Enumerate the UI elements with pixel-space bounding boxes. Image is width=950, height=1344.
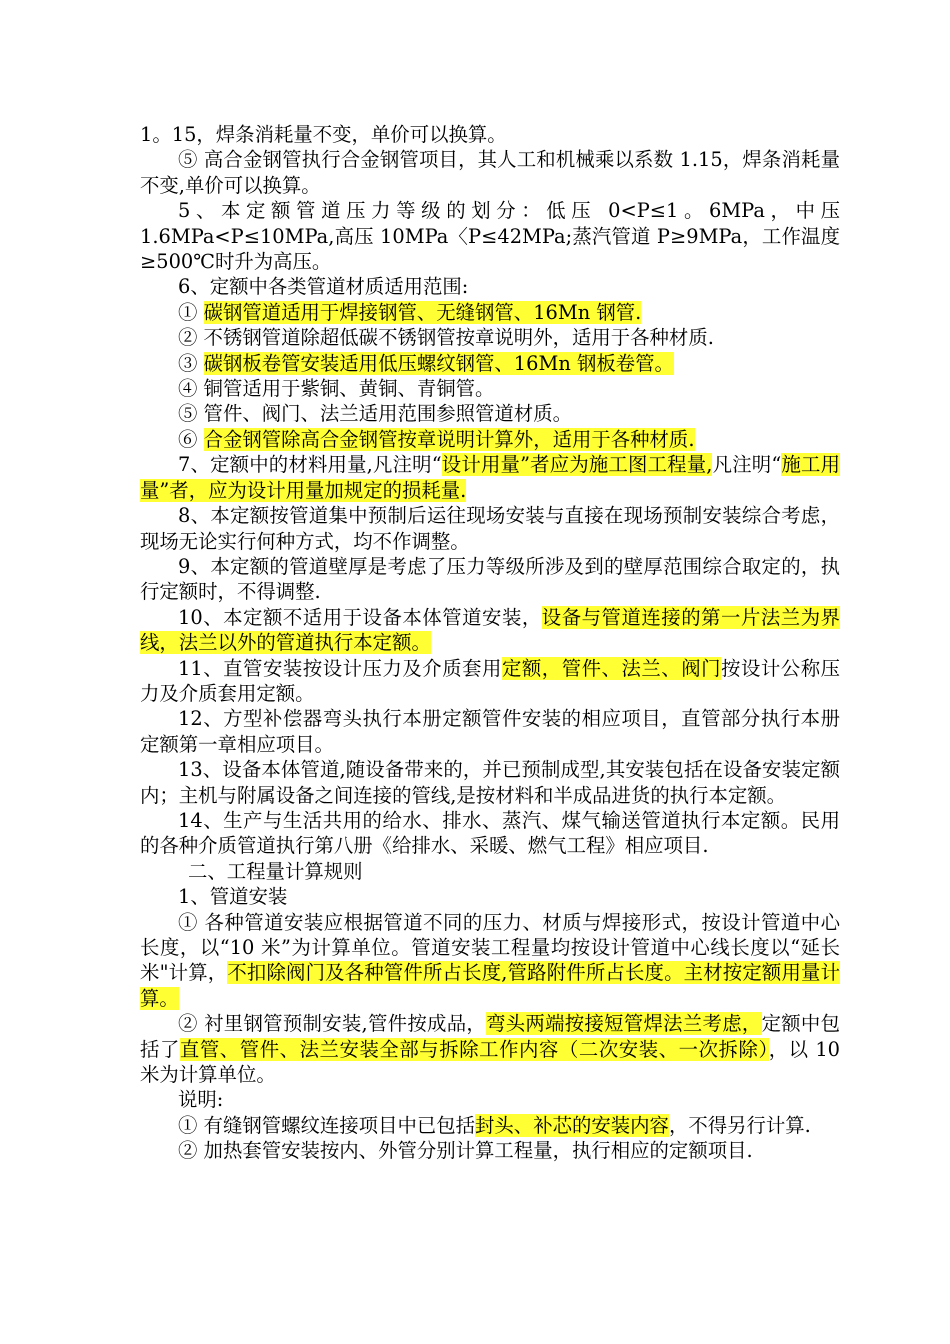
- paragraph-p11: [140, 452, 840, 503]
- paragraph-p5: [140, 300, 840, 325]
- paragraph-p2: [140, 147, 840, 198]
- paragraph-p12: [140, 503, 840, 554]
- paragraph-text: ③: [178, 351, 204, 375]
- paragraph-text: ② 加热套管安装按内、外管分别计算工程量，执行相应的定额项目.: [178, 1139, 753, 1163]
- paragraph-text: ①: [178, 300, 204, 324]
- paragraph-p13: [140, 554, 840, 605]
- paragraph-text: 1。15，焊条消耗量不变，单价可以换算。: [140, 123, 507, 146]
- paragraph-text: 9、本定额的管道壁厚是考虑了压力等级所涉及到的壁厚范围综合取定的，执行定额时，不得调整.: [140, 554, 840, 604]
- document-page: [140, 122, 840, 1164]
- highlighted-text: 碳钢板卷管安装适用低压螺纹钢管、16Mn 钢板卷管。: [203, 351, 674, 375]
- paragraph-text: ⑤ 管件、阀门、法兰适用范围参照管道材质。: [178, 402, 572, 426]
- paragraph-text: 11、直管安装按设计压力及介质套用: [178, 656, 502, 680]
- paragraph-p25: [140, 1138, 840, 1163]
- highlighted-text: 弯头两端按接短管焊法兰考虑，: [486, 1012, 762, 1036]
- paragraph-p10: [140, 427, 840, 452]
- paragraph-p24: [140, 1113, 840, 1138]
- highlighted-text: 设计用量”者应为施工图工程量,: [441, 453, 713, 477]
- paragraph-text: ⑤ 高合金钢管执行合金钢管项目，其人工和机械乘以系数 1.15，焊条消耗量不变,单价可以换算。: [140, 148, 840, 197]
- paragraph-text: 按设计公称压力及介质套用定额。: [140, 656, 841, 705]
- paragraph-text: 6、定额中各类管道材质适用范围:: [178, 275, 469, 299]
- highlighted-text: 不扣除阀门及各种管件所占长度,管路附件所占长度。主材按定额用量计算。: [140, 961, 840, 1010]
- highlighted-text: 施工用量”者，应为设计用量加规定的损耗量.: [140, 453, 841, 502]
- paragraph-text: 8、本定额按管道集中预制后运往现场安装与直接在现场预制安装综合考虑，现场无论实行何种方式，均不作调整。: [140, 504, 840, 553]
- paragraph-p15: [140, 656, 840, 707]
- highlighted-text: 定额，管件、法兰、阀门: [501, 656, 722, 680]
- highlighted-text: 封头、补芯的安装内容: [475, 1113, 669, 1137]
- paragraph-p16: [140, 706, 840, 757]
- paragraph-text: 13、设备本体管道,随设备带来的，并已预制成型,其安装包括在设备安装定额内；主机与附属设备之间连接的管线,是按材料和半成品进货的执行本定额。: [140, 758, 840, 807]
- paragraph-text: ① 有缝钢管螺纹连接项目中已包括: [178, 1113, 476, 1137]
- highlighted-text: 碳钢管道适用于焊接钢管、无缝钢管、16Mn 钢管.: [203, 300, 642, 324]
- paragraph-text: 说明:: [178, 1088, 224, 1112]
- paragraph-text: ④ 铜管适用于紫铜、黄铜、青铜管。: [178, 377, 495, 401]
- paragraph-text: ① 各种管道安装应根据管道不同的压力、材质与焊接形式，按设计管道中心长度，以“10 米”为计算单位。管道安装工程量均按设计管道中心线长度以“延长米"计算，: [140, 910, 840, 985]
- paragraph-p8: [140, 376, 840, 401]
- paragraph-p14: [140, 605, 840, 656]
- paragraph-text: 5、本定额管道压力等级的划分：低压 0<P≤1。6MPa，中压 1.6MPa<P≤10MPa,高压 10MPa〈P≤42MPa;蒸汽管道 P≥9MPa，工作温度≥500℃时升为高压。: [140, 199, 840, 274]
- paragraph-text: ⑥: [178, 427, 204, 451]
- paragraph-text: 14、生产与生活共用的给水、排水、蒸汽、煤气输送管道执行本定额。民用的各种介质管道执行第八册《给排水、采暖、燃气工程》相应项目.: [140, 808, 840, 858]
- paragraph-p19: [140, 859, 840, 884]
- paragraph-text: 10、本定额不适用于设备本体管道安装，: [178, 605, 542, 629]
- paragraph-p9: [140, 401, 840, 426]
- paragraph-text: 12、方型补偿器弯头执行本册定额管件安装的相应项目，直管部分执行本册定额第一章相应项目。: [140, 707, 840, 756]
- paragraph-text: 凡注明“: [712, 453, 782, 477]
- highlighted-text: 合金钢管除高合金钢管按章说明计算外，适用于各种材质.: [203, 427, 695, 451]
- paragraph-text: 定额中包括了: [140, 1012, 841, 1061]
- paragraph-p22: [140, 1011, 840, 1087]
- paragraph-p18: [140, 808, 840, 859]
- paragraph-p7: [140, 351, 840, 376]
- paragraph-p23: [140, 1087, 840, 1112]
- paragraph-p21: [140, 910, 840, 1012]
- highlighted-text: 直管、管件、法兰安装全部与拆除工作内容（二次安装、一次拆除）: [179, 1037, 769, 1061]
- paragraph-p3: [140, 198, 840, 274]
- paragraph-text: ② 不锈钢管道除超低碳不锈钢管按章说明外，适用于各种材质.: [178, 326, 714, 350]
- paragraph-text: 1、管道安装: [178, 885, 288, 909]
- paragraph-p4: [140, 274, 840, 299]
- paragraph-p6: [140, 325, 840, 350]
- paragraph-p20: [140, 884, 840, 909]
- paragraph-text: ，以 10 米为计算单位。: [140, 1037, 840, 1087]
- paragraph-text: ，不得另行计算.: [668, 1113, 811, 1137]
- paragraph-text: 7、定额中的材料用量,凡注明“: [178, 453, 442, 477]
- paragraph-text: ② 衬里钢管预制安装,管件按成品，: [178, 1012, 487, 1036]
- paragraph-p17: [140, 757, 840, 808]
- paragraph-p1: [140, 122, 840, 147]
- highlighted-text: 设备与管道连接的第一片法兰为界线，法兰以外的管道执行本定额。: [140, 605, 840, 655]
- paragraph-text: 二、工程量计算规则: [188, 859, 363, 883]
